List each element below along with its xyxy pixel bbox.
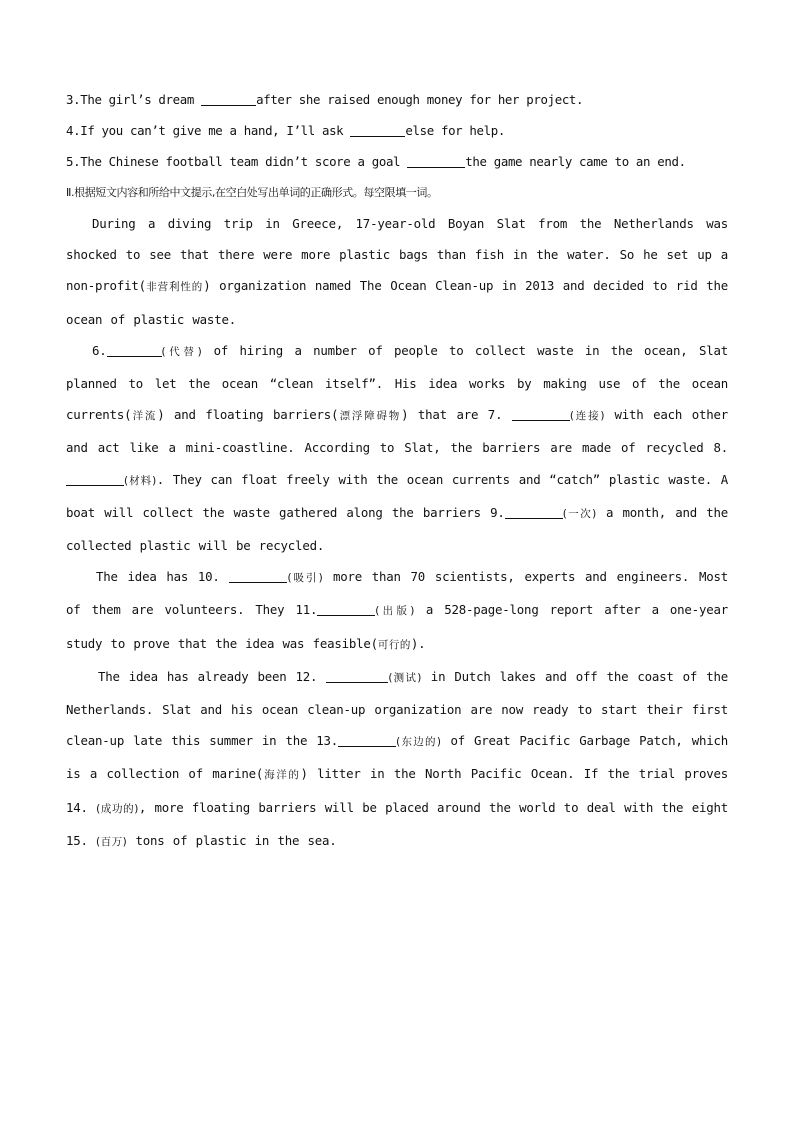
passage-text: ) litter in the North Pacific Ocean. If the trial proves 14. (66, 766, 728, 815)
chinese-hint-12: (测试) (388, 671, 422, 684)
sentence-3-start: 3.The girl’s dream (66, 92, 202, 107)
sentence-4-end: else for help. (405, 123, 505, 138)
passage-paragraph-4 (66, 661, 728, 858)
chinese-gloss: 海洋的 (263, 769, 301, 782)
answer-blank[interactable] (407, 154, 465, 168)
section-2-instructions: Ⅱ.根据短文内容和所给中文提示,在空白处写出单词的正确形式。每空限填一词。 (66, 186, 438, 199)
sentence-3-end: after she raised enough money for her project. (256, 92, 584, 107)
chinese-hint-9: (一次) (562, 507, 597, 520)
chinese-hint-13: (东边的) (396, 736, 442, 749)
sentence-5-end: the game nearly came to an end. (465, 154, 686, 169)
passage-paragraph-1 (66, 208, 728, 335)
answer-blank[interactable] (350, 123, 405, 137)
answer-blank-10[interactable] (229, 569, 287, 583)
answer-blank-7[interactable] (512, 407, 570, 421)
passage-text: more than 70 scientists, experts and engineers. Most of them are volunteers. They 11. (66, 569, 728, 618)
chinese-hint-7: (连接) (569, 410, 605, 423)
passage-text: tons of plastic in the sea. (127, 832, 337, 848)
passage-text: of hiring a number of people to collect waste in the ocean, Slat planned to let the ocean “clean itself”. His idea works by making use of the ocean currents( (66, 342, 728, 423)
chinese-hint-6: (代替) (161, 345, 203, 358)
passage-text: a 528-page-long report after a one-year study to prove that the idea was feasible( (66, 602, 728, 651)
sentence-5-start: 5.The Chinese football team didn’t score a goal (66, 154, 408, 169)
chinese-hint-11: (出版) (375, 605, 415, 618)
passage-text: of Great Pacific Garbage Patch, which is a collection of marine( (66, 733, 729, 782)
answer-blank-11[interactable] (317, 602, 375, 616)
answer-blank-6[interactable] (107, 343, 162, 357)
chinese-gloss: 漂浮障碍物 (338, 410, 402, 423)
passage-text: The idea has already been 12. (98, 668, 327, 684)
sentence-4-start: 4.If you can’t give me a hand, I’ll ask (66, 123, 351, 138)
passage-text: ) organization named The Ocean Clean-up in 2013 and decided to rid the ocean of plastic waste. (66, 278, 729, 327)
passage-text: in Dutch lakes and off the coast of the Netherlands. Slat and his ocean clean-up organization are now ready to start their first clean-up late this summer in the 13. (66, 668, 728, 749)
passage-text: , more floating barriers will be placed around the world to deal with the eight 15. (66, 799, 728, 848)
answer-blank-12[interactable] (326, 669, 388, 683)
answer-blank-9[interactable] (505, 505, 563, 519)
question-number: 6. (92, 342, 107, 358)
passage-paragraph-2 (66, 335, 728, 561)
chinese-gloss: 非营利性的 (145, 281, 204, 294)
passage-text: . They can float freely with the ocean currents and “catch” plastic waste. A boat will collect the waste gathered along the barriers 9. (66, 471, 728, 520)
passage-text: ) and floating barriers( (157, 407, 339, 423)
passage-text: ) that are 7. (401, 407, 512, 423)
worksheet-page (66, 84, 728, 858)
passage-text: with each other and act like a mini-coastline. According to Slat, the barriers are made of recycled 8. (66, 407, 728, 456)
passage-paragraph-3 (66, 561, 728, 661)
passage-text: ). (410, 635, 426, 651)
passage-text: The idea has 10. (96, 569, 230, 585)
answer-blank[interactable] (201, 92, 256, 106)
sentence-4 (66, 115, 728, 146)
answer-blank-8[interactable] (66, 472, 124, 486)
chinese-hint-8: (材料) (124, 474, 157, 487)
chinese-gloss: 洋流 (131, 410, 158, 423)
answer-blank-13[interactable] (338, 733, 396, 747)
sentence-3 (66, 84, 728, 115)
chinese-hint-10: (吸引) (287, 572, 324, 585)
passage-text: During a diving trip in Greece, 17-year-old Boyan Slat from the Netherlands was shocked to see that there were more plastic bags than fish in the water. So he set up a non-profit( (66, 216, 728, 294)
chinese-gloss: 可行的 (377, 638, 411, 651)
sentence-5 (66, 146, 728, 177)
chinese-hint-14: (成功的) (96, 802, 139, 815)
passage-text: a month, and the collected plastic will be recycled. (66, 504, 728, 554)
chinese-hint-15: (百万) (96, 835, 128, 848)
